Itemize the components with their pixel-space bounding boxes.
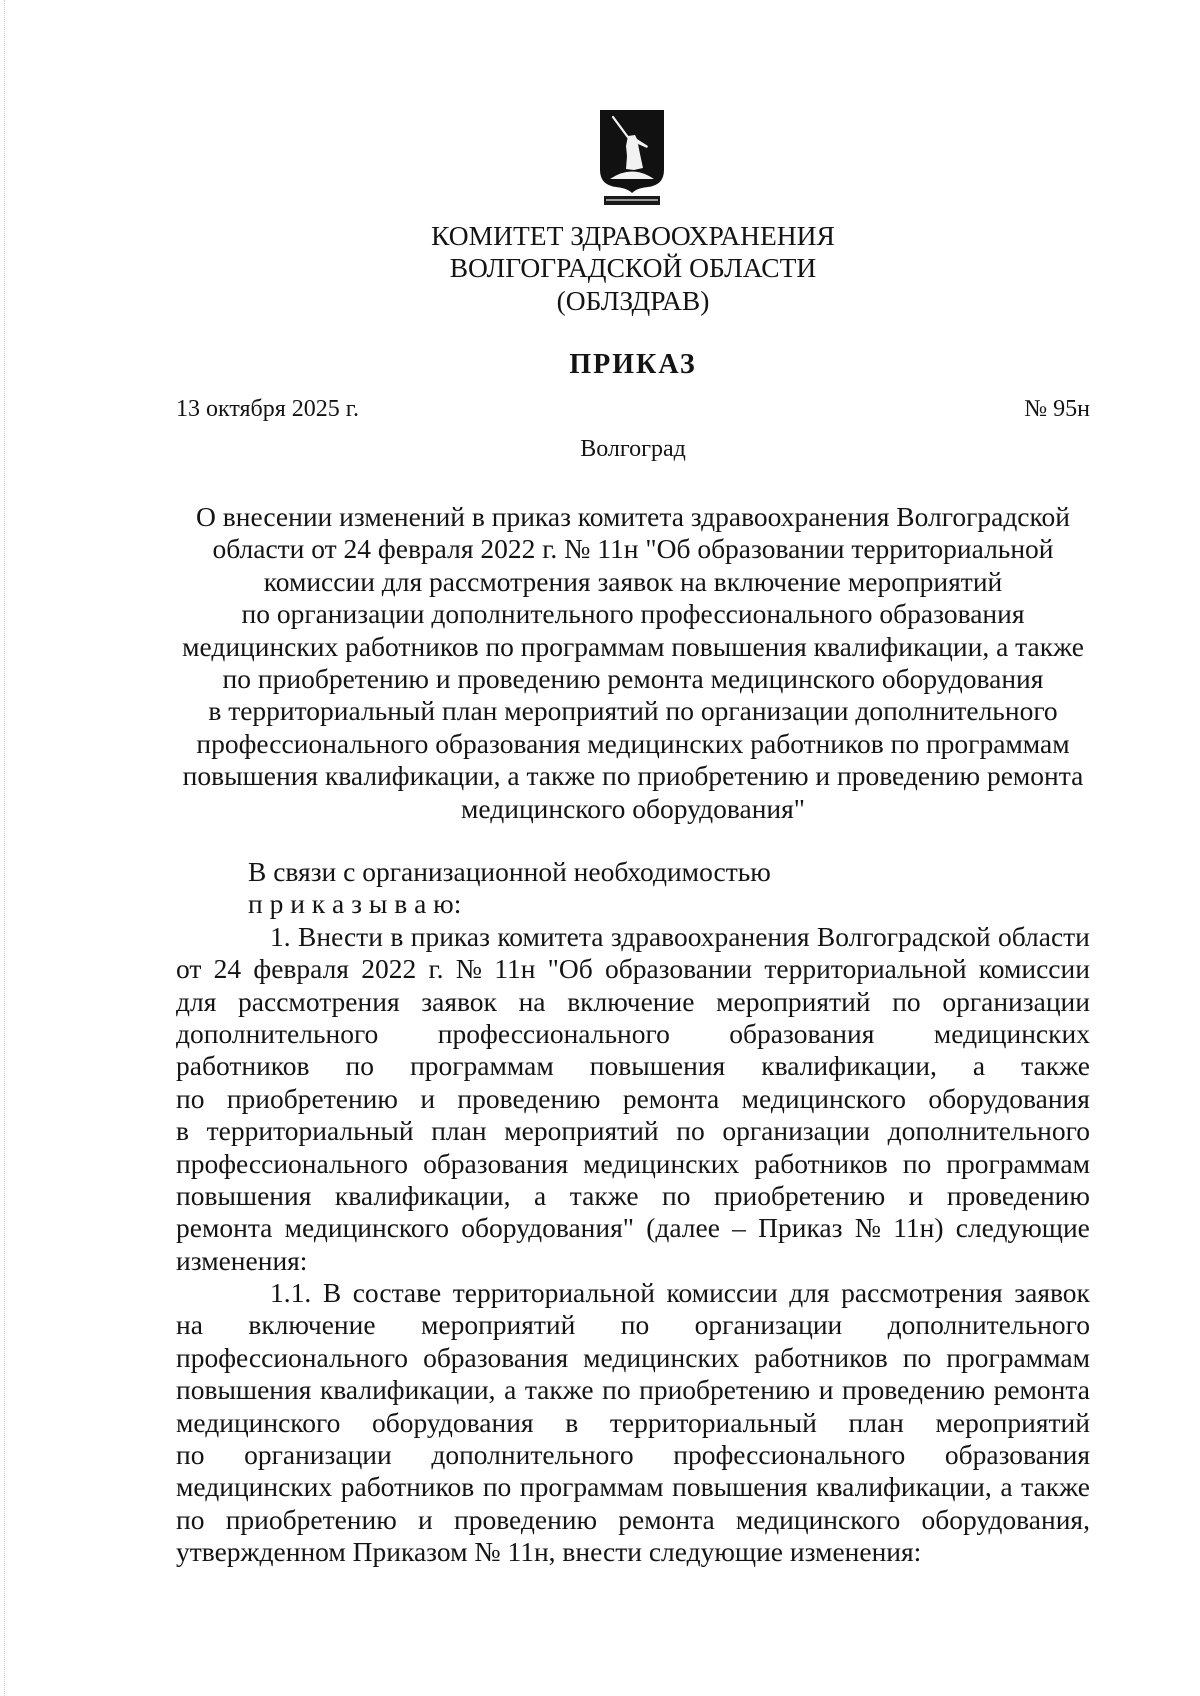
word: ремонта bbox=[993, 1374, 1090, 1406]
word: также bbox=[1021, 1050, 1090, 1082]
word: а bbox=[972, 1050, 986, 1082]
item-1-line bbox=[176, 986, 1090, 1018]
word: профессионального bbox=[673, 1439, 906, 1471]
order-word: п р и к а з ы в а ю: bbox=[248, 888, 462, 920]
word: программам bbox=[946, 1341, 1090, 1373]
word: организации bbox=[694, 1309, 843, 1341]
document-body bbox=[176, 856, 1090, 1569]
word: ремонта bbox=[622, 1082, 720, 1114]
word: профессионального bbox=[437, 1017, 670, 1049]
word: медицинских bbox=[583, 1341, 740, 1373]
word: проведению bbox=[457, 1082, 601, 1114]
document-title bbox=[176, 501, 1090, 825]
word: Внести bbox=[298, 920, 383, 952]
word: план bbox=[431, 1115, 487, 1147]
word: по bbox=[892, 985, 921, 1017]
item-1-1-line bbox=[176, 1277, 1090, 1309]
word: заявок bbox=[421, 985, 497, 1017]
item-1-line bbox=[176, 1018, 1090, 1050]
word: оборудования, bbox=[921, 1503, 1090, 1535]
word: приобретению bbox=[225, 1503, 397, 1535]
word: по bbox=[176, 1082, 205, 1114]
word: проведению bbox=[453, 1503, 598, 1535]
word: дополнительного bbox=[887, 1309, 1090, 1341]
word: также bbox=[1021, 1471, 1090, 1503]
item-1-1-line bbox=[176, 1439, 1090, 1471]
word: в bbox=[176, 1115, 189, 1147]
org-abbreviation: (ОБЛЗДРАВ) bbox=[556, 284, 710, 316]
word: организации bbox=[244, 1439, 392, 1471]
coat-of-arms-icon bbox=[592, 106, 672, 210]
word: образования bbox=[944, 1439, 1090, 1471]
word: образования bbox=[729, 1017, 875, 1049]
org-name-line-2: ВОЛГОГРАДСКОЙ ОБЛАСТИ bbox=[449, 252, 817, 284]
word: 24 bbox=[213, 953, 242, 985]
word: в bbox=[390, 920, 404, 952]
word: медицинского bbox=[741, 1082, 906, 1114]
item-1-line bbox=[176, 1115, 1090, 1147]
document-city: Волгоград bbox=[580, 436, 686, 462]
word: комиссии bbox=[666, 1277, 778, 1309]
word: г. bbox=[428, 953, 444, 985]
word: – bbox=[732, 1212, 746, 1244]
word: медицинских bbox=[176, 1471, 333, 1503]
word: (далее bbox=[646, 1212, 720, 1244]
word: 2022 bbox=[361, 953, 417, 985]
word: мероприятий bbox=[716, 985, 871, 1017]
item-1-line bbox=[176, 1212, 1090, 1244]
word: следующие bbox=[955, 1212, 1090, 1244]
word: оборудования bbox=[928, 1082, 1090, 1114]
word: профессионального bbox=[176, 1341, 409, 1373]
word: оборудования bbox=[372, 1406, 534, 1438]
word: программам bbox=[946, 1147, 1090, 1179]
title-line: комиссии для рассмотрения заявок на включение мероприятий bbox=[263, 565, 1003, 597]
word: по bbox=[902, 1147, 932, 1179]
word: комиссии bbox=[978, 953, 1090, 985]
word: организации bbox=[722, 1115, 871, 1147]
word: повышения bbox=[176, 1374, 312, 1406]
word: от bbox=[176, 953, 202, 985]
word: по bbox=[602, 1374, 631, 1406]
word: работников bbox=[754, 1341, 888, 1373]
item-1-line bbox=[176, 1050, 1090, 1082]
word: на bbox=[518, 985, 546, 1017]
word: организации bbox=[942, 985, 1090, 1017]
word: и bbox=[908, 1179, 924, 1211]
item-1-1-line bbox=[176, 1309, 1090, 1341]
word: по bbox=[902, 1341, 932, 1373]
word: по bbox=[482, 1471, 512, 1503]
word: мероприятий bbox=[504, 1115, 659, 1147]
word: образования bbox=[423, 1341, 569, 1373]
word: и bbox=[818, 1374, 834, 1406]
word: на bbox=[176, 1309, 203, 1341]
item-1-line bbox=[176, 1083, 1090, 1115]
scan-edge-artifact bbox=[4, 0, 5, 1696]
item-1-1-line bbox=[176, 1504, 1090, 1536]
word: медицинских bbox=[933, 1017, 1090, 1049]
word: включение bbox=[567, 985, 695, 1017]
word: повышения bbox=[672, 1471, 808, 1503]
title-line: по организации дополнительного профессионального образования bbox=[241, 598, 1025, 630]
word: программам bbox=[519, 1471, 664, 1503]
word: заявок bbox=[1014, 1277, 1090, 1309]
word: дополнительного bbox=[176, 1017, 379, 1049]
title-line: по приобретению и проведению ремонта медицинского оборудования bbox=[222, 662, 1044, 694]
word: проведению bbox=[946, 1179, 1090, 1211]
word: приобретению bbox=[226, 1082, 398, 1114]
word: по bbox=[620, 1309, 650, 1341]
title-line: медицинского оборудования" bbox=[460, 792, 806, 824]
word: в bbox=[565, 1406, 579, 1438]
item-1-line bbox=[176, 953, 1090, 985]
word: профессионального bbox=[176, 1147, 409, 1179]
document-type: ПРИКАЗ bbox=[569, 349, 697, 380]
word: программам bbox=[410, 1050, 554, 1082]
word: включение bbox=[248, 1309, 376, 1341]
item-1-1-line: утвержденном Приказом № 11н, внести следующие изменения: bbox=[176, 1536, 922, 1568]
title-line: профессионального образования медицинских работников по программам bbox=[196, 727, 1070, 759]
word: комитета bbox=[497, 920, 604, 952]
item-1-1-line bbox=[176, 1471, 1090, 1503]
preamble: В связи с организационной необходимостью bbox=[248, 856, 771, 887]
word: а bbox=[534, 1179, 547, 1211]
word: № bbox=[854, 1212, 881, 1244]
title-line: области от 24 февраля 2022 г. № 11н "Об образовании территориальной bbox=[212, 533, 1054, 565]
word: работников bbox=[176, 1050, 310, 1082]
word: а bbox=[1000, 1471, 1013, 1503]
word: приобретению bbox=[714, 1179, 886, 1211]
word: и bbox=[418, 1503, 433, 1535]
title-line: в территориальный план мероприятий по организации дополнительного bbox=[208, 695, 1058, 727]
document-number: № 95н bbox=[1024, 396, 1090, 422]
document-date: 13 октября 2025 г. bbox=[176, 396, 359, 422]
word: здравоохранения bbox=[610, 920, 810, 952]
word: дополнительного bbox=[431, 1439, 634, 1471]
item-1-1-line bbox=[176, 1374, 1090, 1406]
word: мероприятий bbox=[420, 1309, 576, 1341]
word: территориальный bbox=[609, 1406, 817, 1438]
word: квалификации, bbox=[761, 1050, 937, 1082]
word: 1. bbox=[270, 920, 291, 952]
word: по bbox=[176, 1503, 205, 1535]
item-1-line bbox=[176, 1148, 1090, 1180]
word: медицинского bbox=[284, 1212, 449, 1244]
word: по bbox=[345, 1050, 375, 1082]
word: 1.1. bbox=[270, 1277, 312, 1309]
item-1-1-line bbox=[176, 1407, 1090, 1439]
word: по bbox=[676, 1115, 705, 1147]
word: Приказ bbox=[758, 1212, 843, 1244]
word: проведению bbox=[841, 1374, 986, 1406]
word: повышения bbox=[176, 1179, 312, 1211]
word: медицинских bbox=[583, 1147, 740, 1179]
word: квалификации, bbox=[334, 1179, 511, 1211]
word: также bbox=[524, 1374, 594, 1406]
word: территориальной bbox=[764, 953, 967, 985]
word: работников bbox=[754, 1147, 888, 1179]
item-1-line: изменения: bbox=[176, 1244, 308, 1276]
item-1-1-line bbox=[176, 1342, 1090, 1374]
word: работников bbox=[340, 1471, 475, 1503]
word: план bbox=[848, 1406, 904, 1438]
word: В bbox=[322, 1277, 342, 1309]
word: февраля bbox=[253, 953, 349, 985]
organization-header bbox=[176, 220, 1090, 317]
word: медицинского bbox=[735, 1503, 901, 1535]
word: для bbox=[176, 985, 217, 1017]
title-line: повышения квалификации, а также по приобретению и проведению ремонта bbox=[182, 760, 1084, 792]
word: дополнительного bbox=[887, 1115, 1090, 1147]
word: 11н) bbox=[893, 1212, 944, 1244]
word: по bbox=[176, 1439, 205, 1471]
word: квалификации, bbox=[319, 1374, 496, 1406]
word: Волгоградской bbox=[816, 920, 991, 952]
word: № bbox=[455, 953, 482, 985]
word: квалификации, bbox=[816, 1471, 992, 1503]
word: также bbox=[569, 1179, 639, 1211]
word: по bbox=[662, 1179, 691, 1211]
word: рассмотрения bbox=[238, 985, 400, 1017]
word: ремонта bbox=[176, 1212, 273, 1244]
item-1-line bbox=[176, 921, 1090, 953]
word: и bbox=[420, 1082, 436, 1114]
word: повышения bbox=[589, 1050, 726, 1082]
title-line: О внесении изменений в приказ комитета здравоохранения Волгоградской bbox=[196, 501, 1070, 532]
word: территориальной bbox=[452, 1277, 655, 1309]
word: а bbox=[504, 1374, 517, 1406]
word: рассмотрения bbox=[841, 1277, 1003, 1309]
word: составе bbox=[352, 1277, 442, 1309]
word: медицинского bbox=[176, 1406, 341, 1438]
word: образовании bbox=[604, 953, 753, 985]
word: для bbox=[789, 1277, 830, 1309]
word: области bbox=[997, 920, 1090, 952]
org-name-line-1: КОМИТЕТ ЗДРАВООХРАНЕНИЯ bbox=[431, 220, 835, 251]
word: территориальный bbox=[206, 1115, 414, 1147]
word: мероприятий bbox=[935, 1406, 1090, 1438]
word: приказ bbox=[410, 920, 490, 952]
item-1-line bbox=[176, 1180, 1090, 1212]
word: образования bbox=[423, 1147, 569, 1179]
emblem-base-stripe bbox=[606, 199, 658, 201]
word: 11н bbox=[494, 953, 536, 985]
word: оборудования" bbox=[461, 1212, 634, 1244]
word: ремонта bbox=[618, 1503, 715, 1535]
word: "Об bbox=[547, 953, 593, 985]
word: приобретению bbox=[639, 1374, 811, 1406]
title-line: медицинских работников по программам повышения квалификации, а также bbox=[182, 630, 1084, 662]
